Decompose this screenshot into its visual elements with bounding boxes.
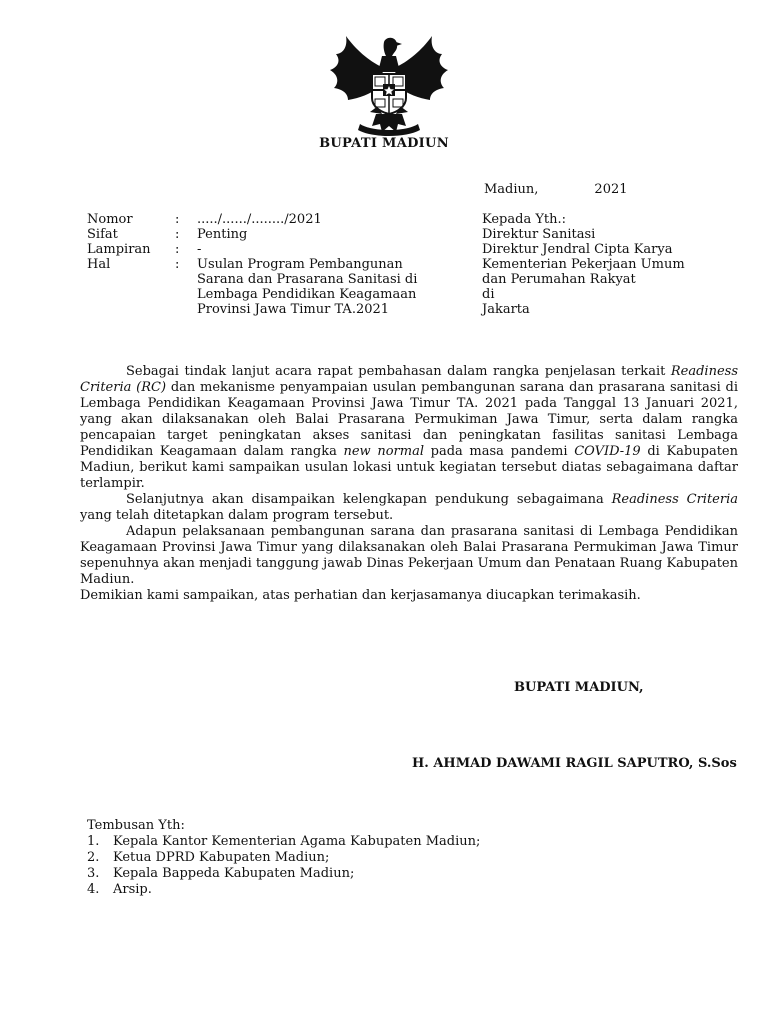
list-item: 2. Ketua DPRD Kabupaten Madiun; <box>87 850 330 865</box>
body-paragraph-4: Demikian kami sampaikan, atas perhatian dan kerjasamanya diucapkan terimakasih. <box>80 588 641 603</box>
meta-row-lampiran <box>87 242 437 257</box>
carbon-copy-block <box>87 818 480 898</box>
signature-name: H. AHMAD DAWAMI RAGIL SAPUTRO, S.Sos <box>412 756 737 771</box>
cc-list <box>87 834 480 898</box>
list-item: 3. Kepala Bappeda Kabupaten Madiun; <box>87 866 355 881</box>
list-item: 4. Arsip. <box>87 882 152 897</box>
meta-value: - <box>197 242 202 257</box>
body-italic: COVID-19 <box>574 444 641 459</box>
meta-label: Nomor <box>87 212 133 227</box>
meta-label: Lampiran <box>87 242 151 257</box>
meta-value: ...../....../......../2021 <box>197 212 322 227</box>
addressee-line: Direktur Sanitasi <box>482 227 596 242</box>
meta-colon: : <box>175 242 180 257</box>
addressee-block <box>482 212 685 317</box>
letter-meta-table <box>87 212 437 317</box>
meta-label: Sifat <box>87 227 118 242</box>
signature-title: BUPATI MADIUN, <box>514 680 644 695</box>
cc-item-text: Kepala Kantor Kementerian Agama Kabupaten Madiun; <box>113 834 481 849</box>
list-item: 1. Kepala Kantor Kementerian Agama Kabupaten Madiun; <box>87 834 481 849</box>
meta-row-nomor <box>87 212 437 227</box>
meta-colon: : <box>175 212 180 227</box>
cc-item-text: Kepala Bappeda Kabupaten Madiun; <box>113 866 355 881</box>
body-text: pada masa pandemi <box>423 444 575 459</box>
addressee-line: Kepada Yth.: <box>482 212 567 227</box>
body-paragraph-3: Adapun pelaksanaan pembangunan sarana dan prasarana sanitasi di Lembaga Pendidikan Keagamaan Provinsi Jawa Timur yang dilaksanakan oleh Balai Prasarana Permukiman Jawa Timur sepenuhnya akan menjadi tanggung jawab Dinas Pekerjaan Umum dan Penataan Ruang Kabupaten Madiun. <box>80 524 738 587</box>
letterhead-title: BUPATI MADIUN <box>319 136 449 151</box>
body-italic: new normal <box>343 444 424 459</box>
body-text: Selanjutnya akan disampaikan kelengkapan pendukung sebagaimana <box>126 492 612 507</box>
meta-row-hal <box>87 257 437 317</box>
body-paragraph-2 <box>80 492 738 524</box>
letter-date <box>484 182 628 197</box>
addressee-line: di <box>482 287 495 302</box>
body-text: dan mekanisme penyampaian usulan pembangunan sarana dan prasarana sanitasi di Lembaga Pendidikan Keagamaan Provinsi Jawa Timur TA. 2021 pada Tanggal 13 Januari 2021, yang akan dilaksanakan oleh Balai Prasarana Permukiman Jawa Timur, serta dalam rangka pencapaian target peningkatan akses sanitasi dan peningkatan fasilitas sanitasi Lembaga Pendidikan Keagamaan dalam rangka <box>80 380 738 459</box>
cc-item-text: Ketua DPRD Kabupaten Madiun; <box>113 850 330 865</box>
meta-value: Penting <box>197 227 248 242</box>
meta-value: Usulan Program Pembangunan Sarana dan Prasarana Sanitasi di Lembaga Pendidikan Keagamaan Provinsi Jawa Timur TA.2021 <box>197 257 418 317</box>
body-text: yang telah ditetapkan dalam program tersebut. <box>80 508 394 523</box>
date-year: 2021 <box>594 182 628 197</box>
body-paragraph-1 <box>80 364 738 492</box>
addressee-line: Direktur Jendral Cipta Karya <box>482 242 673 257</box>
meta-colon: : <box>175 227 180 242</box>
addressee-line: Jakarta <box>482 302 530 317</box>
cc-heading: Tembusan Yth: <box>87 818 185 833</box>
garuda-emblem-icon <box>326 32 452 142</box>
meta-colon: : <box>175 257 180 272</box>
letter-body <box>80 364 738 604</box>
body-italic: Readiness Criteria <box>611 492 738 507</box>
addressee-line: dan Perumahan Rakyat <box>482 272 636 287</box>
body-italic: Readiness Criteria (RC) <box>80 364 738 395</box>
body-text: di Kabupaten Madiun, berikut kami sampaikan usulan lokasi untuk kegiatan tersebut diatas sebagaimana daftar terlampir. <box>80 444 738 491</box>
body-text: Sebagai tindak lanjut acara rapat pembahasan dalam rangka penjelasan terkait <box>126 364 671 379</box>
date-place: Madiun, <box>484 182 539 197</box>
meta-label: Hal <box>87 257 111 272</box>
cc-item-text: Arsip. <box>113 882 152 897</box>
meta-row-sifat <box>87 227 437 242</box>
addressee-line: Kementerian Pekerjaan Umum <box>482 257 685 272</box>
